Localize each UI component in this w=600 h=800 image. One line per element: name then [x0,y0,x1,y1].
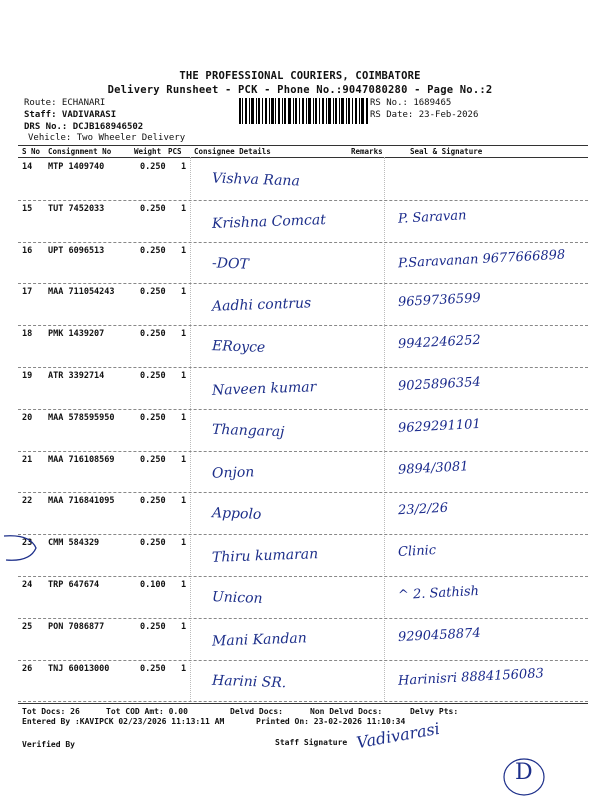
row-consignment-no: MAA 711054243 [48,287,115,298]
row-consignee: Vishva Rana [211,170,301,190]
non-delivered-docs: Non Delvd Docs: [310,707,383,716]
row-weight: 0.250 [140,329,166,340]
verified-by: Verified By [22,740,75,749]
row-pcs: 1 [181,496,187,507]
row-weight: 0.250 [140,287,166,298]
row-consignee: ERoyce [211,338,266,357]
row-pcs: 1 [181,621,187,632]
row-consignment-no: MAA 716841095 [48,496,115,507]
row-consignment-no: PMK 1439207 [48,329,105,340]
col-seal: Seal & Signature [410,147,483,156]
row-sno: 17 [22,287,33,298]
row-consignee: Unicon [211,589,263,607]
row-seal-signature: 23/2/26 [397,501,449,519]
barcode [239,98,369,124]
row-seal-signature: P. Saravan [397,208,467,227]
table-row-divider [18,409,588,410]
row-consignment-no: PON 7086877 [48,621,105,632]
row-consignee: Thiru kumaran [211,546,319,567]
delivered-docs: Delvd Docs: [230,707,283,716]
row-weight: 0.250 [140,496,166,507]
table-row-divider [18,618,588,619]
drs-label: DRS No.: DCJB168946502 [24,122,144,132]
staff-signature-label: Staff Signature [275,738,348,747]
row-seal-signature: 9290458874 [397,625,482,645]
route-label: Route: ECHANARI [24,98,106,108]
row-consignee: Krishna Comcat [211,211,327,232]
row-consignee: Mani Kandan [211,630,308,650]
table-row-divider [18,200,588,201]
col-consignee: Consignee Details [194,147,271,156]
col-pcs: PCS [168,147,182,156]
row-consignment-no: MTP 1409740 [48,162,105,172]
row-consignee: Aadhi contrus [211,295,312,316]
row-weight: 0.250 [140,412,166,423]
row-consignment-no: CMM 584329 [48,538,100,549]
row-pcs: 1 [181,663,187,674]
row-seal-signature: 9659736599 [397,291,482,311]
row-consignment-no: TNJ 60013000 [48,663,110,674]
row-pcs: 1 [181,412,187,423]
table-row-divider [18,325,588,326]
row-sno: 15 [22,203,33,214]
col-remarks: Remarks [351,147,383,156]
rs-number: RS No.: 1689465 [370,98,452,108]
row-weight: 0.250 [140,621,166,632]
row-seal-signature: Harinisri 8884156083 [397,665,545,689]
row-consignee: Onjon [211,463,255,482]
row-consignee: -DOT [211,254,250,273]
row-sno: 23 [22,538,33,549]
total-cod: Tot COD Amt: 0.00 [106,707,188,716]
row-consignee: Harini SR. [211,672,287,691]
table-row-divider [18,451,588,452]
row-seal-signature: Clinic [397,543,437,561]
row-weight: 0.250 [140,371,166,381]
corner-mark-letter: D [515,760,533,785]
table-row-divider [18,283,588,284]
table-row-divider [18,534,588,535]
row-sno: 24 [22,580,33,590]
row-weight: 0.250 [140,203,166,214]
row-pcs: 1 [181,454,187,465]
row-weight: 0.100 [140,580,166,590]
row-sno: 22 [22,496,33,507]
row-pcs: 1 [181,329,187,340]
col-sno: S No [22,147,41,156]
company-title: THE PROFESSIONAL COURIERS, COIMBATORE [179,70,421,82]
table-row-divider [18,492,588,493]
rs-date: RS Date: 23-Feb-2026 [370,110,479,120]
row-consignee: Naveen kumar [211,379,317,399]
row-pcs: 1 [181,538,187,549]
row-pcs: 1 [181,245,187,256]
row-seal-signature: 9894/3081 [397,458,469,478]
table-row-divider [18,660,588,661]
row-pcs: 1 [181,287,187,298]
row-sno: 21 [22,454,33,465]
row-consignment-no: ATR 3392714 [48,371,105,381]
row-seal-signature: ^ 2. Sathish [397,583,480,604]
entered-by: Entered By :KAVIPCK 02/23/2026 11:13:11 AM [22,717,225,726]
row-sno: 26 [22,663,33,674]
row-sno: 19 [22,371,33,381]
row-consignment-no: MAA 716108569 [48,454,115,465]
table-row-divider [18,576,588,577]
row-seal-signature: 9025896354 [397,374,482,395]
col-consignment: Consignment No [48,147,112,156]
row-consignment-no: MAA 578595950 [48,412,115,423]
row-consignment-no: TUT 7452033 [48,203,105,214]
row-consignee: Thangaraj [211,421,285,441]
row-consignee: Appolo [211,505,262,524]
margin-bracket-mark [0,530,40,566]
row-sno: 14 [22,162,33,172]
row-seal-signature: 9629291101 [397,416,482,436]
runsheet-subtitle: Delivery Runsheet - PCK - Phone No.:9047080280 - Page No.:2 [107,84,493,96]
staff-signature: Vadivarasi [354,718,442,753]
row-pcs: 1 [181,162,187,172]
row-weight: 0.250 [140,538,166,549]
row-pcs: 1 [181,203,187,214]
row-weight: 0.250 [140,245,166,256]
row-seal-signature: 9942246252 [397,333,482,353]
total-docs: Tot Docs: 26 [22,707,80,716]
row-pcs: 1 [181,371,187,381]
row-sno: 20 [22,412,33,423]
vehicle-label: Vehicle: Two Wheeler Delivery [28,133,186,143]
row-weight: 0.250 [140,663,166,674]
row-pcs: 1 [181,580,187,590]
row-weight: 0.250 [140,162,166,172]
row-weight: 0.250 [140,454,166,465]
row-sno: 18 [22,329,33,340]
row-sno: 16 [22,245,33,256]
staff-label: Staff: VADIVARASI [24,110,117,120]
printed-on: Printed On: 23-02-2026 11:10:34 [256,717,406,726]
col-weight: Weight [134,147,162,156]
row-sno: 25 [22,621,33,632]
row-consignment-no: TRP 647674 [48,580,100,590]
row-seal-signature: P.Saravanan 9677666898 [397,247,566,271]
table-row-divider [18,242,588,243]
delivery-points: Delvy Pts: [410,707,459,716]
row-consignment-no: UPT 6096513 [48,245,105,256]
table-row-divider [18,367,588,368]
